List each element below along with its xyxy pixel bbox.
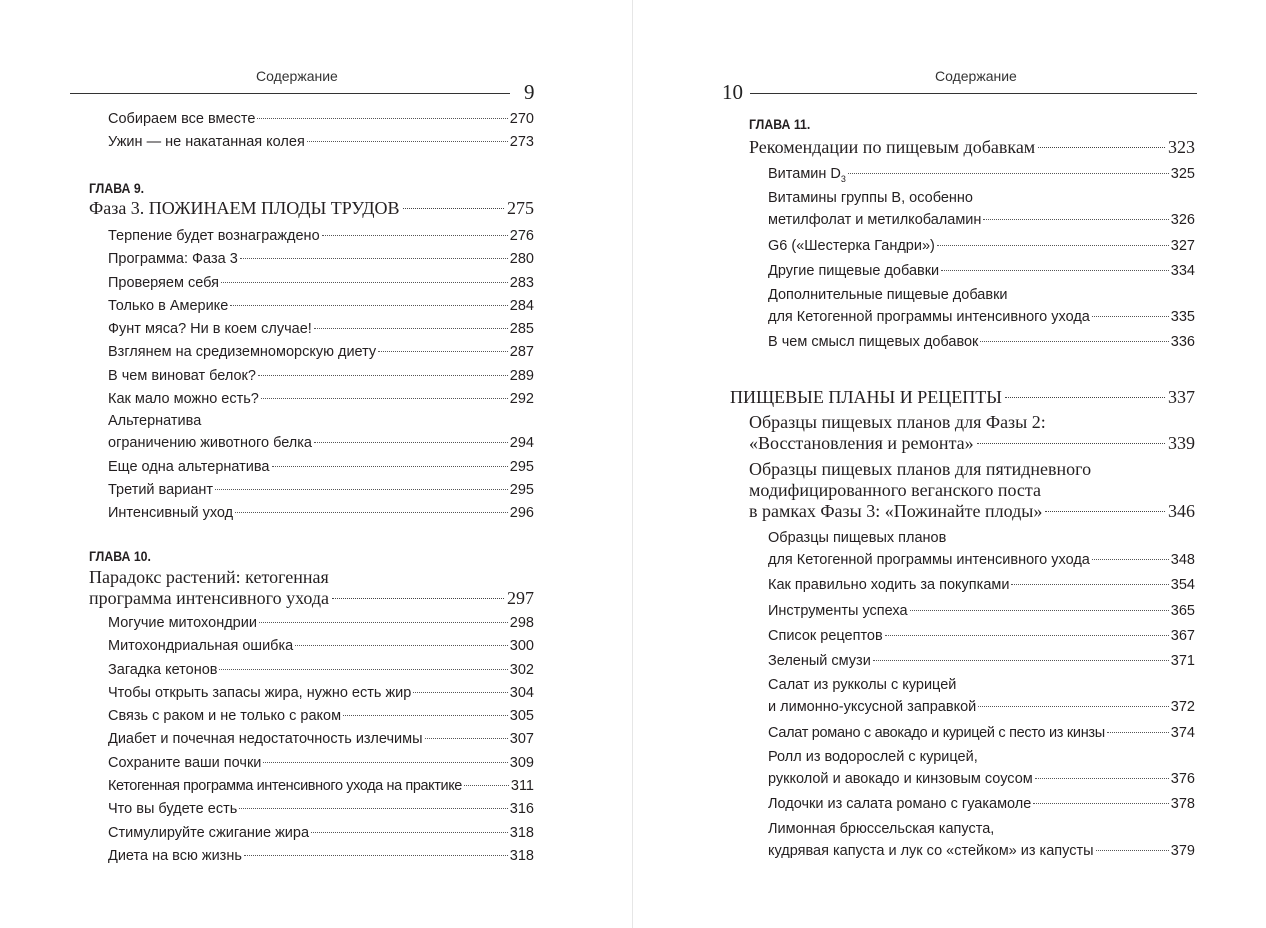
dot-leader [239,808,508,809]
dot-leader [244,855,508,856]
toc-entry-title: Салат романо с авокадо и курицей с песто из кинзы [768,724,1105,741]
toc-entry-title: Витамин $D_3$ [768,166,846,184]
toc-entry-page: 292 [509,391,534,408]
chapter-label: ГЛАВА 9. [89,180,145,196]
dot-leader [403,208,504,209]
toc-entry-page: 325 [1170,166,1195,182]
dot-leader [258,375,508,376]
dot-leader [1038,147,1165,148]
dot-leader [978,706,1169,707]
subsection-title[interactable] [749,412,1195,454]
page-number: 10 [722,80,743,104]
toc-entry-title: В чем смысл пищевых добавок [768,334,979,351]
toc-entry[interactable] [108,248,534,271]
toc-entry-page: 295 [509,458,534,475]
dot-leader [873,660,1169,661]
chapter-page: 323 [1168,137,1195,157]
dot-leader [1005,397,1165,398]
toc-group-chapter-11 [768,163,1195,355]
toc-entry[interactable] [108,682,534,705]
dot-leader [1092,559,1169,560]
toc-entry[interactable] [768,675,1195,719]
toc-entry-title: метилфолат и метилкобаламин [768,212,982,229]
toc-entry-page: 311 [510,778,534,795]
toc-entry[interactable] [108,502,534,525]
toc-entry-page: 296 [509,505,534,522]
section-title[interactable] [730,387,1195,408]
subsection-page: 346 [1168,501,1195,521]
toc-group-chapter-10 [108,612,534,868]
subsection-title-line1: Образцы пищевых планов для Фазы 2: [749,412,1046,432]
toc-entry-title-line1: Ролл из водорослей с курицей, [768,749,978,766]
toc-entry-title: Проверяем себя [108,274,219,291]
toc-entry-title: Ужин — не накатанная колея [108,134,305,151]
dot-leader [983,219,1168,220]
toc-entry-page: 374 [1170,724,1195,741]
toc-entry-page: 326 [1170,212,1195,229]
toc-entry-title: Диета на всю жизнь [108,847,242,864]
chapter-title[interactable] [749,137,1195,158]
section-page: 337 [1168,387,1195,407]
toc-entry-title: Инструменты успеха [768,602,908,619]
toc-entry-title: Еще одна альтернатива [108,458,270,475]
toc-entry-page: 280 [509,251,534,268]
toc-entry[interactable] [108,705,534,728]
dot-leader [1033,803,1168,804]
toc-entry[interactable] [768,574,1195,597]
dot-leader [295,645,508,646]
dot-leader [1092,316,1169,317]
left-page [0,0,632,928]
toc-entry-page: 289 [509,367,534,384]
toc-entry[interactable] [108,822,534,845]
chapter-title-line1: Парадокс растений: кетогенная [89,567,329,587]
toc-entry-title: G6 («Шестерка Гандри») [768,237,935,254]
toc-group-recipes [768,528,1195,863]
toc-entry-page: 316 [509,801,534,818]
toc-entry[interactable] [768,188,1195,232]
section-title-text: ПИЩЕВЫЕ ПЛАНЫ И РЕЦЕПТЫ [730,387,1002,407]
toc-entry[interactable] [768,260,1195,283]
toc-entry[interactable] [108,845,534,868]
header-rule [70,93,510,94]
toc-entry-title: кудрявая капуста и лук со «стейком» из капусты [768,842,1094,859]
dot-leader [219,669,507,670]
dot-leader [910,610,1169,611]
toc-entry-page: 334 [1170,262,1195,279]
dot-leader [980,341,1168,342]
dot-leader [1107,732,1169,733]
dot-leader [425,738,508,739]
toc-entry-title-line1: Лимонная брюссельская капуста, [768,820,995,837]
chapter-label: ГЛАВА 11. [749,116,811,132]
toc-entry-page: 335 [1170,309,1195,326]
header-rule [750,93,1197,94]
dot-leader [240,258,508,259]
toc-entry-title: Связь с раком и не только с раком [108,708,342,725]
toc-entry-page: 287 [509,344,534,361]
toc-entry-page: 283 [509,274,534,291]
toc-entry[interactable] [108,775,534,798]
toc-entry[interactable] [768,528,1195,572]
toc-entry[interactable] [768,235,1195,258]
running-title: Содержание [935,68,1017,84]
dot-leader [1096,850,1169,851]
toc-group-intro [108,108,534,155]
toc-entry-title-line1: Витамины группы В, особенно [768,190,973,207]
toc-entry-page: 376 [1170,771,1195,788]
toc-entry-title: Другие пищевые добавки [768,262,940,279]
toc-entry[interactable] [768,747,1195,791]
toc-entry-page: 294 [509,435,534,452]
dot-leader [314,442,508,443]
toc-entry[interactable] [108,225,534,248]
chapter-page: 275 [507,198,534,218]
toc-entry-title: Собираем все вместе [108,111,256,127]
toc-entry[interactable] [108,131,534,154]
toc-entry-title: Интенсивный уход [108,505,234,522]
dot-leader [1011,584,1168,585]
toc-entry-page: 300 [509,638,534,655]
chapter-page: 297 [507,588,534,608]
dot-leader [378,351,508,352]
toc-entry[interactable] [108,108,534,131]
subsection-phase2 [749,412,1195,454]
dot-leader [343,715,508,716]
toc-entry-title: и лимонно-уксусной заправкой [768,699,977,716]
dot-leader [977,443,1165,444]
dot-leader [941,270,1169,271]
dot-leader [307,141,508,142]
toc-entry-title: ограничению животного белка [108,435,312,452]
dot-leader [332,598,504,599]
toc-entry-page: 371 [1170,653,1195,670]
toc-entry-page: 309 [509,754,534,771]
toc-entry[interactable] [108,388,534,411]
toc-entry-page: 327 [1170,237,1195,254]
toc-entry-title: Загадка кетонов [108,661,218,678]
toc-entry-title-line1: Альтернатива [108,413,202,430]
chapter-label: ГЛАВА 10. [89,548,151,564]
dot-leader [259,622,508,623]
right-page [633,0,1266,928]
toc-entry[interactable] [768,793,1195,816]
subsection-title-text: в рамках Фазы 3: «Пожинайте плоды» [749,501,1043,521]
chapter-9-heading [89,180,534,219]
toc-entry[interactable] [768,331,1195,354]
toc-entry-title: Зеленый смузи [768,653,871,670]
toc-entry[interactable] [108,635,534,658]
toc-entry[interactable] [108,411,534,455]
dot-leader [230,305,508,306]
toc-entry-title: Взглянем на средиземноморскую диету [108,344,377,361]
toc-entry[interactable] [768,650,1195,673]
toc-entry-page: 307 [509,731,534,748]
dot-leader [1045,511,1165,512]
toc-entry-title: Список рецептов [768,627,883,644]
subsection-title-line1: Образцы пищевых планов для пятидневного [749,459,1092,479]
dot-leader [937,245,1169,246]
toc-group-chapter-9 [108,225,534,526]
toc-entry-page: 285 [509,321,534,338]
toc-entry[interactable] [108,365,534,388]
toc-entry-page: 379 [1170,842,1195,859]
dot-leader [257,118,507,119]
toc-entry[interactable] [768,285,1195,329]
toc-entry-title: Диабет и почечная недостаточность излечимы [108,731,423,748]
toc-entry-page: 270 [509,111,534,127]
toc-entry-page: 295 [509,481,534,498]
toc-entry[interactable] [108,659,534,682]
toc-entry-title: Могучие митохондрии [108,615,257,631]
toc-entry-page: 298 [509,615,534,631]
dot-leader [885,635,1169,636]
toc-entry-page: 378 [1170,796,1195,813]
chapter-title[interactable] [89,567,534,609]
toc-entry[interactable] [768,625,1195,648]
section-heading-plans [730,387,1195,408]
chapter-title-text: программа интенсивного ухода [89,588,330,608]
dot-leader [464,785,509,786]
toc-entry-title: Митохондриальная ошибка [108,638,294,655]
toc-entry-page: 276 [509,228,534,244]
toc-entry-page: 284 [509,297,534,314]
subsection-title-line2: модифицированного веганского поста [749,480,1041,500]
dot-leader [413,692,507,693]
toc-entry-title: Как правильно ходить за покупками [768,577,1010,594]
toc-entry-page: 305 [509,708,534,725]
toc-entry-page: 336 [1170,334,1195,351]
toc-entry-page: 365 [1170,602,1195,619]
toc-entry-title: Чтобы открыть запасы жира, нужно есть жир [108,684,412,701]
toc-entry-title-line1: Салат из рукколы с курицей [768,677,957,694]
chapter-11-heading [749,116,1195,158]
toc-entry[interactable] [108,728,534,751]
toc-entry[interactable] [108,272,534,295]
dot-leader [314,328,508,329]
toc-entry-title: Терпение будет вознаграждено [108,228,320,244]
toc-entry-page: 302 [509,661,534,678]
toc-entry-title: Третий вариант [108,481,214,498]
toc-entry-page: 318 [509,824,534,841]
toc-entry[interactable] [768,600,1195,623]
subsection-phase3 [749,459,1195,522]
dot-leader [322,235,508,236]
toc-entry[interactable] [108,341,534,364]
toc-entry[interactable] [108,798,534,821]
toc-entry[interactable] [108,295,534,318]
toc-entry-title: Лодочки из салата романо с гуакамоле [768,796,1032,813]
toc-entry-page: 367 [1170,627,1195,644]
dot-leader [263,762,507,763]
toc-entry-title: Кетогенная программа интенсивного ухода на практике [108,778,462,795]
chapter-title-text: Фаза 3. ПОЖИНАЕМ ПЛОДЫ ТРУДОВ [89,198,400,218]
toc-entry-title: для Кетогенной программы интенсивного ухода [768,309,1090,326]
running-title: Содержание [256,68,338,84]
dot-leader [221,282,508,283]
toc-entry-title: Как мало можно есть? [108,391,259,408]
toc-entry[interactable] [108,752,534,775]
toc-entry-title-line1: Дополнительные пищевые добавки [768,287,1008,304]
dot-leader [272,466,508,467]
toc-entry-title: Фунт мяса? Ни в коем случае! [108,321,312,338]
subsection-title-text: «Восстановления и ремонта» [749,433,974,453]
toc-entry-title: Стимулируйте сжигание жира [108,824,310,841]
toc-entry[interactable] [108,318,534,341]
toc-entry-title: Программа: Фаза 3 [108,251,238,268]
toc-entry[interactable] [108,456,534,479]
toc-entry-title: для Кетогенной программы интенсивного ухода [768,552,1090,568]
toc-entry[interactable] [768,819,1195,863]
dot-leader [848,173,1169,174]
toc-entry-title: Что вы будете есть [108,801,238,818]
subsection-page: 339 [1168,433,1195,453]
chapter-title[interactable] [89,198,534,219]
page-number: 9 [524,80,535,104]
toc-entry-page: 304 [509,684,534,701]
chapter-title-text: Рекомендации по пищевым добавкам [749,137,1036,157]
subsection-title[interactable] [749,459,1195,522]
toc-entry[interactable] [768,163,1195,186]
toc-entry-title: Сохраните ваши почки [108,754,262,771]
dot-leader [235,512,508,513]
toc-entry[interactable] [108,479,534,502]
dot-leader [311,832,508,833]
dot-leader [261,398,508,399]
toc-entry-page: 372 [1170,699,1195,716]
toc-entry[interactable] [108,612,534,635]
subscript: 3 [840,174,846,184]
dot-leader [215,489,508,490]
toc-entry-title: Только в Америке [108,297,229,314]
chapter-10-heading [89,548,534,609]
toc-entry-page: 273 [509,134,534,151]
toc-entry-title-line1: Образцы пищевых планов [768,530,947,546]
toc-entry-page: 318 [509,847,534,864]
toc-entry-page: 348 [1170,552,1195,568]
toc-entry-title: рукколой и авокадо и кинзовым соусом [768,771,1033,788]
toc-entry-title: В чем виноват белок? [108,367,256,384]
dot-leader [1035,778,1169,779]
toc-entry-page: 354 [1170,577,1195,594]
toc-entry[interactable] [768,722,1195,745]
